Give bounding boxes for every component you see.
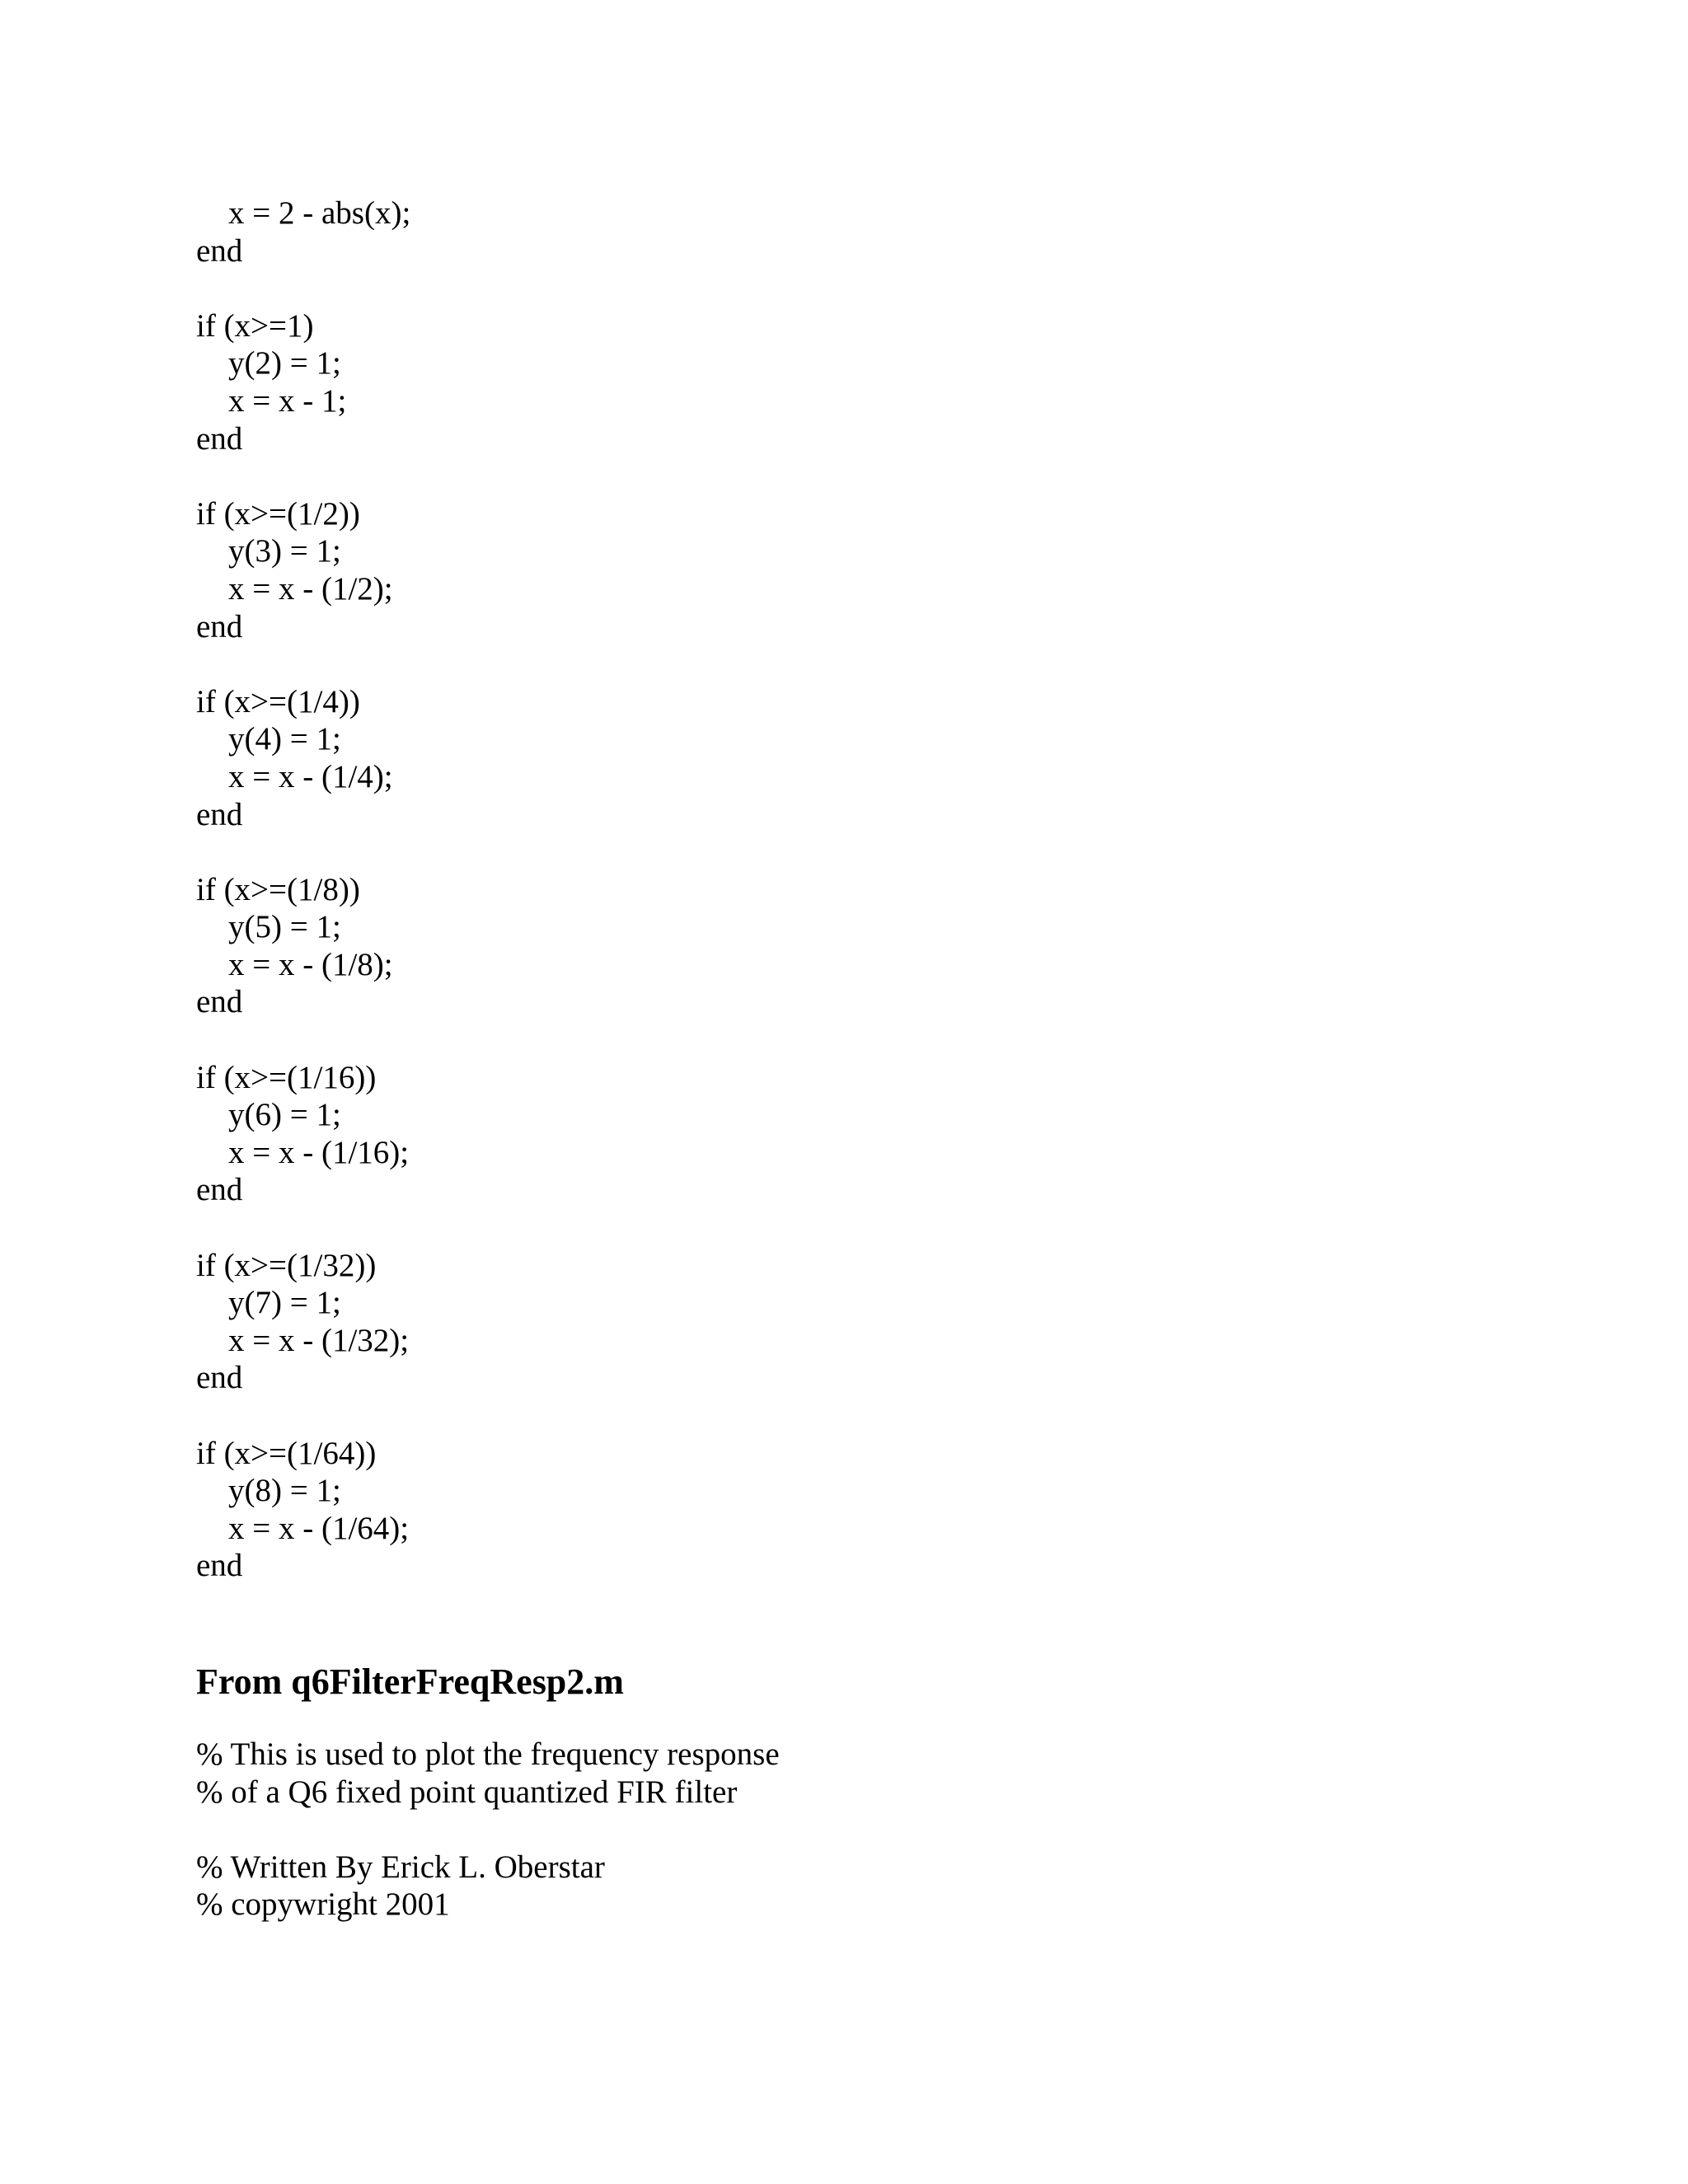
code-line: x = x - (1/32); (196, 1322, 410, 1358)
code-line: y(8) = 1; (196, 1473, 341, 1509)
code-line: x = x - (1/8); (196, 946, 393, 982)
code-line: end (196, 1172, 243, 1208)
code-line: y(6) = 1; (196, 1097, 341, 1133)
code-line: x = 2 - abs(x); (196, 195, 411, 231)
code-line: if (x>=(1/64)) (196, 1435, 377, 1471)
comment-line (196, 1811, 1185, 1849)
code-line: end (196, 1360, 243, 1396)
code-line: if (x>=(1/8)) (196, 871, 360, 907)
code-line: y(5) = 1; (196, 909, 341, 945)
code-line: end (196, 232, 243, 269)
code-line (196, 269, 1185, 307)
comment-listing (196, 1736, 1185, 1924)
code-line (196, 645, 1185, 683)
code-line: if (x>=1) (196, 307, 314, 344)
code-line: x = x - (1/16); (196, 1134, 410, 1170)
code-line (196, 833, 1185, 871)
code-line: y(2) = 1; (196, 345, 341, 382)
code-line: if (x>=(1/16)) (196, 1059, 377, 1095)
code-line: x = x - (1/2); (196, 570, 393, 607)
code-line (196, 1021, 1185, 1059)
code-line: y(3) = 1; (196, 533, 341, 569)
comment-line: % of a Q6 fixed point quantized FIR filter (196, 1774, 738, 1810)
code-line: end (196, 1548, 243, 1584)
code-line: x = x - (1/64); (196, 1510, 410, 1546)
code-line: if (x>=(1/2)) (196, 495, 360, 532)
code-line (196, 1209, 1185, 1247)
code-line: end (196, 984, 243, 1020)
code-line: y(7) = 1; (196, 1285, 341, 1321)
code-line: end (196, 796, 243, 832)
code-line: if (x>=(1/4)) (196, 683, 360, 719)
code-line: end (196, 608, 243, 644)
code-line: end (196, 420, 243, 457)
comment-line: % copywright 2001 (196, 1886, 450, 1923)
code-line (196, 457, 1185, 495)
comment-line: % Written By Erick L. Oberstar (196, 1849, 605, 1885)
code-line: x = x - (1/4); (196, 758, 393, 794)
code-line: if (x>=(1/32)) (196, 1247, 377, 1283)
comment-line: % This is used to plot the frequency response (196, 1736, 780, 1772)
code-line: x = x - 1; (196, 382, 347, 419)
code-line (196, 1397, 1185, 1435)
section-heading: From q6FilterFreqResp2.m (196, 1661, 624, 1702)
code-listing (196, 194, 1185, 1585)
code-line: y(4) = 1; (196, 721, 341, 757)
